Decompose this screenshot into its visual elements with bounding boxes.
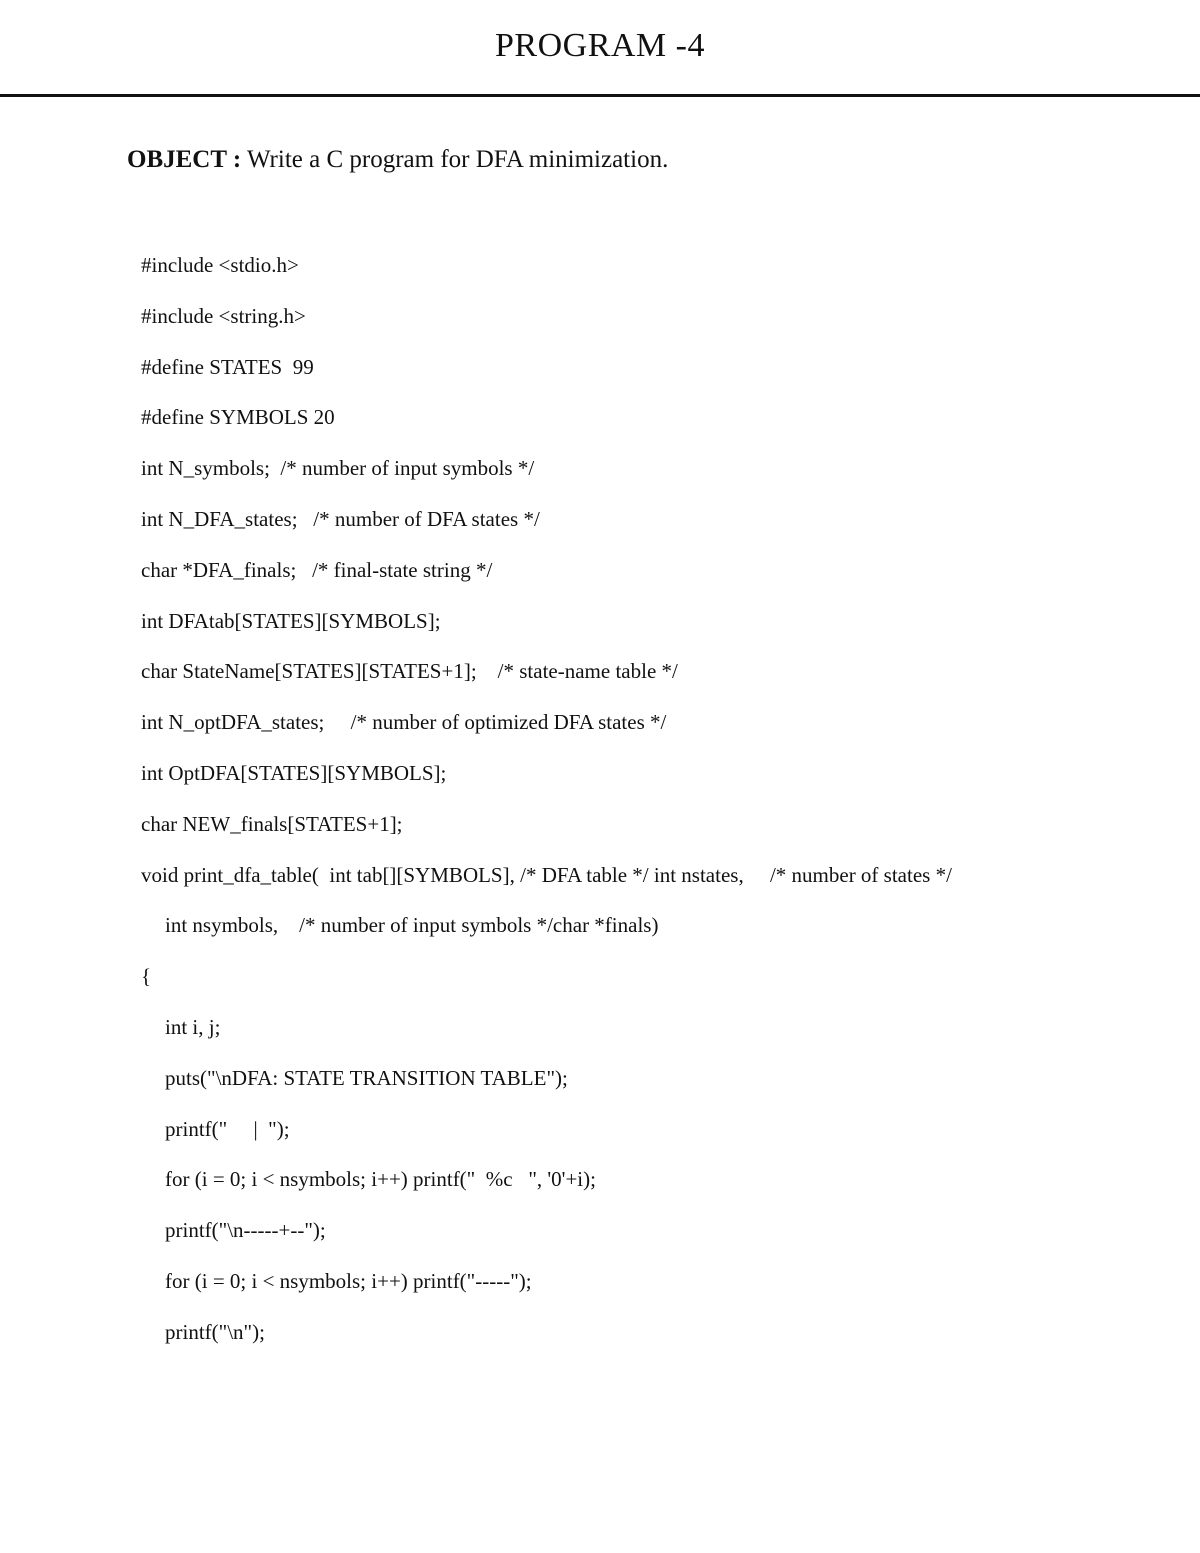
code-line: { <box>141 964 152 989</box>
code-line: int i, j; <box>165 1014 221 1039</box>
code-listing <box>141 247 1181 1365</box>
code-line: int N_symbols; /* number of input symbols */ <box>141 456 535 481</box>
code-line: char NEW_finals[STATES+1]; <box>141 811 403 836</box>
objective-statement <box>127 142 668 178</box>
objective-label: OBJECT : <box>127 146 242 173</box>
code-line: #include <stdio.h> <box>141 253 299 277</box>
code-line: for (i = 0; i < nsymbols; i++) printf(" %c ", '0'+i); <box>165 1167 596 1192</box>
code-line: void print_dfa_table( int tab[][SYMBOLS], /* DFA table */ int nstates, /* number of states */ <box>141 862 952 887</box>
code-line: int OptDFA[STATES][SYMBOLS]; <box>141 760 447 785</box>
page-title: PROGRAM -4 <box>495 27 705 64</box>
code-line: #define SYMBOLS 20 <box>141 405 335 430</box>
code-line: printf(" | "); <box>165 1116 290 1141</box>
code-line: printf("\n"); <box>165 1319 265 1344</box>
code-line: char *DFA_finals; /* final-state string */ <box>141 557 493 582</box>
code-line: #include <string.h> <box>141 303 306 328</box>
code-line: #define STATES 99 <box>141 354 314 379</box>
code-line: int N_DFA_states; /* number of DFA states */ <box>141 506 540 531</box>
code-line: for (i = 0; i < nsymbols; i++) printf("-----"); <box>165 1268 532 1293</box>
code-line: int DFAtab[STATES][SYMBOLS]; <box>141 608 441 633</box>
page-header <box>0 0 1200 97</box>
code-line: puts("\nDFA: STATE TRANSITION TABLE"); <box>165 1065 568 1090</box>
code-line: char StateName[STATES][STATES+1]; /* state-name table */ <box>141 659 678 684</box>
code-line: int nsymbols, /* number of input symbols */char *finals) <box>165 913 659 938</box>
objective-text: Write a C program for DFA minimization. <box>241 146 669 173</box>
code-line: printf("\n-----+--"); <box>165 1218 326 1243</box>
code-line: int N_optDFA_states; /* number of optimized DFA states */ <box>141 710 667 735</box>
